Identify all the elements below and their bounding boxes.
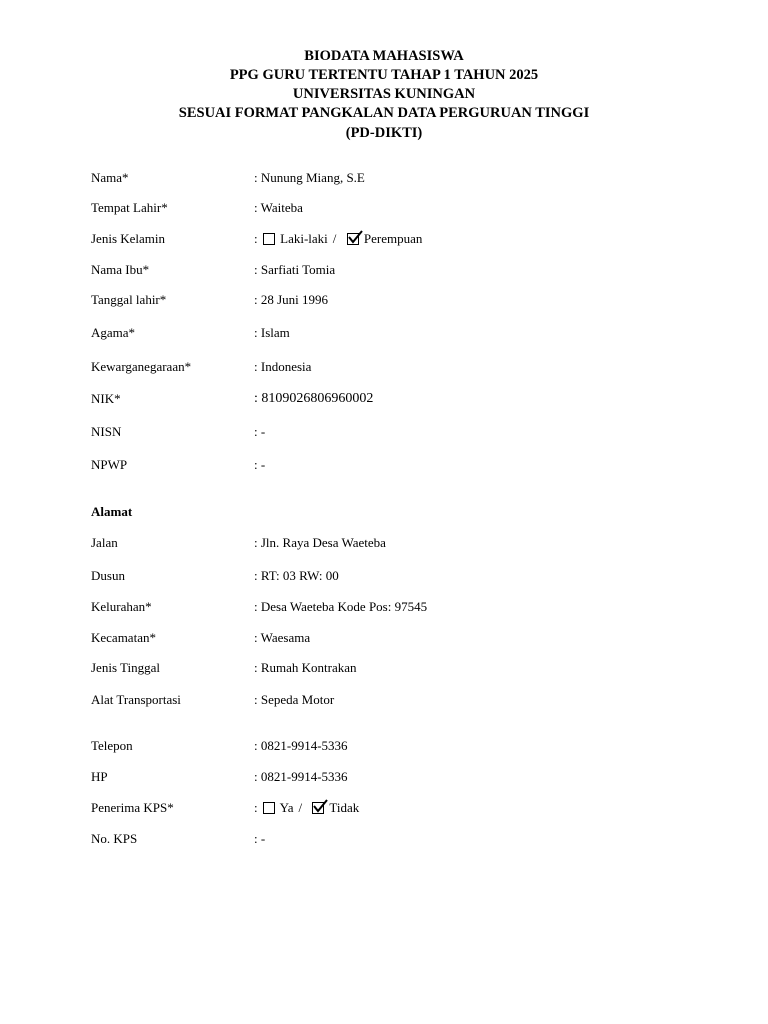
header-format: SESUAI FORMAT PANGKALAN DATA PERGURUAN TINGGI: [178, 105, 590, 121]
npwp-value: : -: [254, 457, 266, 472]
check-mark-icon: [312, 798, 328, 814]
laki-laki-option: Laki-laki: [280, 231, 328, 246]
jenis-kelamin-colon: :: [254, 231, 258, 246]
alamat-heading: Alamat: [91, 504, 133, 519]
npwp-label: NPWP: [91, 457, 128, 472]
jenis-kelamin-separator: /: [332, 231, 337, 246]
header-program: PPG GURU TERTENTU TAHAP 1 TAHUN 2025: [229, 67, 539, 83]
laki-laki-checkbox[interactable]: [263, 233, 275, 245]
nama-ibu-value: : Sarfiati Tomia: [254, 262, 336, 277]
penerima-kps-label: Penerima KPS*: [91, 800, 174, 815]
jenis-tinggal-value: : Rumah Kontrakan: [254, 660, 357, 675]
jalan-label: Jalan: [91, 535, 118, 550]
nama-ibu-label: Nama Ibu*: [91, 262, 150, 277]
telepon-value: : 0821-9914-5336: [254, 738, 348, 753]
header-university: UNIVERSITAS KUNINGAN: [292, 86, 476, 102]
tidak-option: Tidak: [329, 800, 360, 815]
kelurahan-value: : Desa Waeteba Kode Pos: 97545: [254, 599, 428, 614]
alat-transportasi-value: : Sepeda Motor: [254, 692, 335, 707]
nama-label: Nama*: [91, 170, 129, 185]
header-pddikti: (PD-DIKTI): [345, 125, 423, 141]
jalan-value: : Jln. Raya Desa Waeteba: [254, 535, 386, 550]
jenis-tinggal-label: Jenis Tinggal: [91, 660, 160, 675]
perempuan-option: Perempuan: [363, 231, 423, 246]
tempat-lahir-label: Tempat Lahir*: [91, 200, 168, 215]
tidak-checkbox[interactable]: [312, 802, 324, 814]
kecamatan-value: : Waesama: [254, 630, 311, 645]
jenis-kelamin-label: Jenis Kelamin: [91, 231, 166, 246]
agama-label: Agama*: [91, 325, 136, 340]
tanggal-lahir-label: Tanggal lahir*: [91, 292, 167, 307]
jenis-kelamin-value: [254, 231, 422, 247]
tempat-lahir-value: : Waiteba: [254, 200, 303, 215]
dusun-value: : RT: 03 RW: 00: [254, 568, 339, 583]
tanggal-lahir-value: : 28 Juni 1996: [254, 292, 329, 307]
header-title: BIODATA MAHASISWA: [304, 48, 464, 64]
no-kps-label: No. KPS: [91, 831, 138, 846]
nik-value: : 8109026806960002: [254, 391, 374, 406]
kewarganegaraan-value: : Indonesia: [254, 359, 312, 374]
dusun-label: Dusun: [91, 568, 125, 583]
telepon-label: Telepon: [91, 738, 133, 753]
perempuan-checkbox[interactable]: [347, 233, 359, 245]
kecamatan-label: Kecamatan*: [91, 630, 156, 645]
nisn-label: NISN: [91, 424, 122, 439]
hp-label: HP: [91, 769, 108, 784]
kelurahan-label: Kelurahan*: [91, 599, 152, 614]
check-mark-icon: [347, 229, 363, 245]
kewarganegaraan-label: Kewarganegaraan*: [91, 359, 192, 374]
ya-option: Ya: [279, 800, 294, 815]
nisn-value: : -: [254, 424, 266, 439]
penerima-kps-value: [254, 800, 359, 816]
hp-value: : 0821-9914-5336: [254, 769, 348, 784]
nik-label: NIK*: [91, 391, 121, 406]
alat-transportasi-label: Alat Transportasi: [91, 692, 181, 707]
penerima-kps-colon: :: [254, 800, 258, 815]
no-kps-value: : -: [254, 831, 266, 846]
nama-value: : Nunung Miang, S.E: [254, 170, 365, 185]
agama-value: : Islam: [254, 325, 290, 340]
ya-checkbox[interactable]: [263, 802, 275, 814]
penerima-kps-separator: /: [298, 800, 303, 815]
